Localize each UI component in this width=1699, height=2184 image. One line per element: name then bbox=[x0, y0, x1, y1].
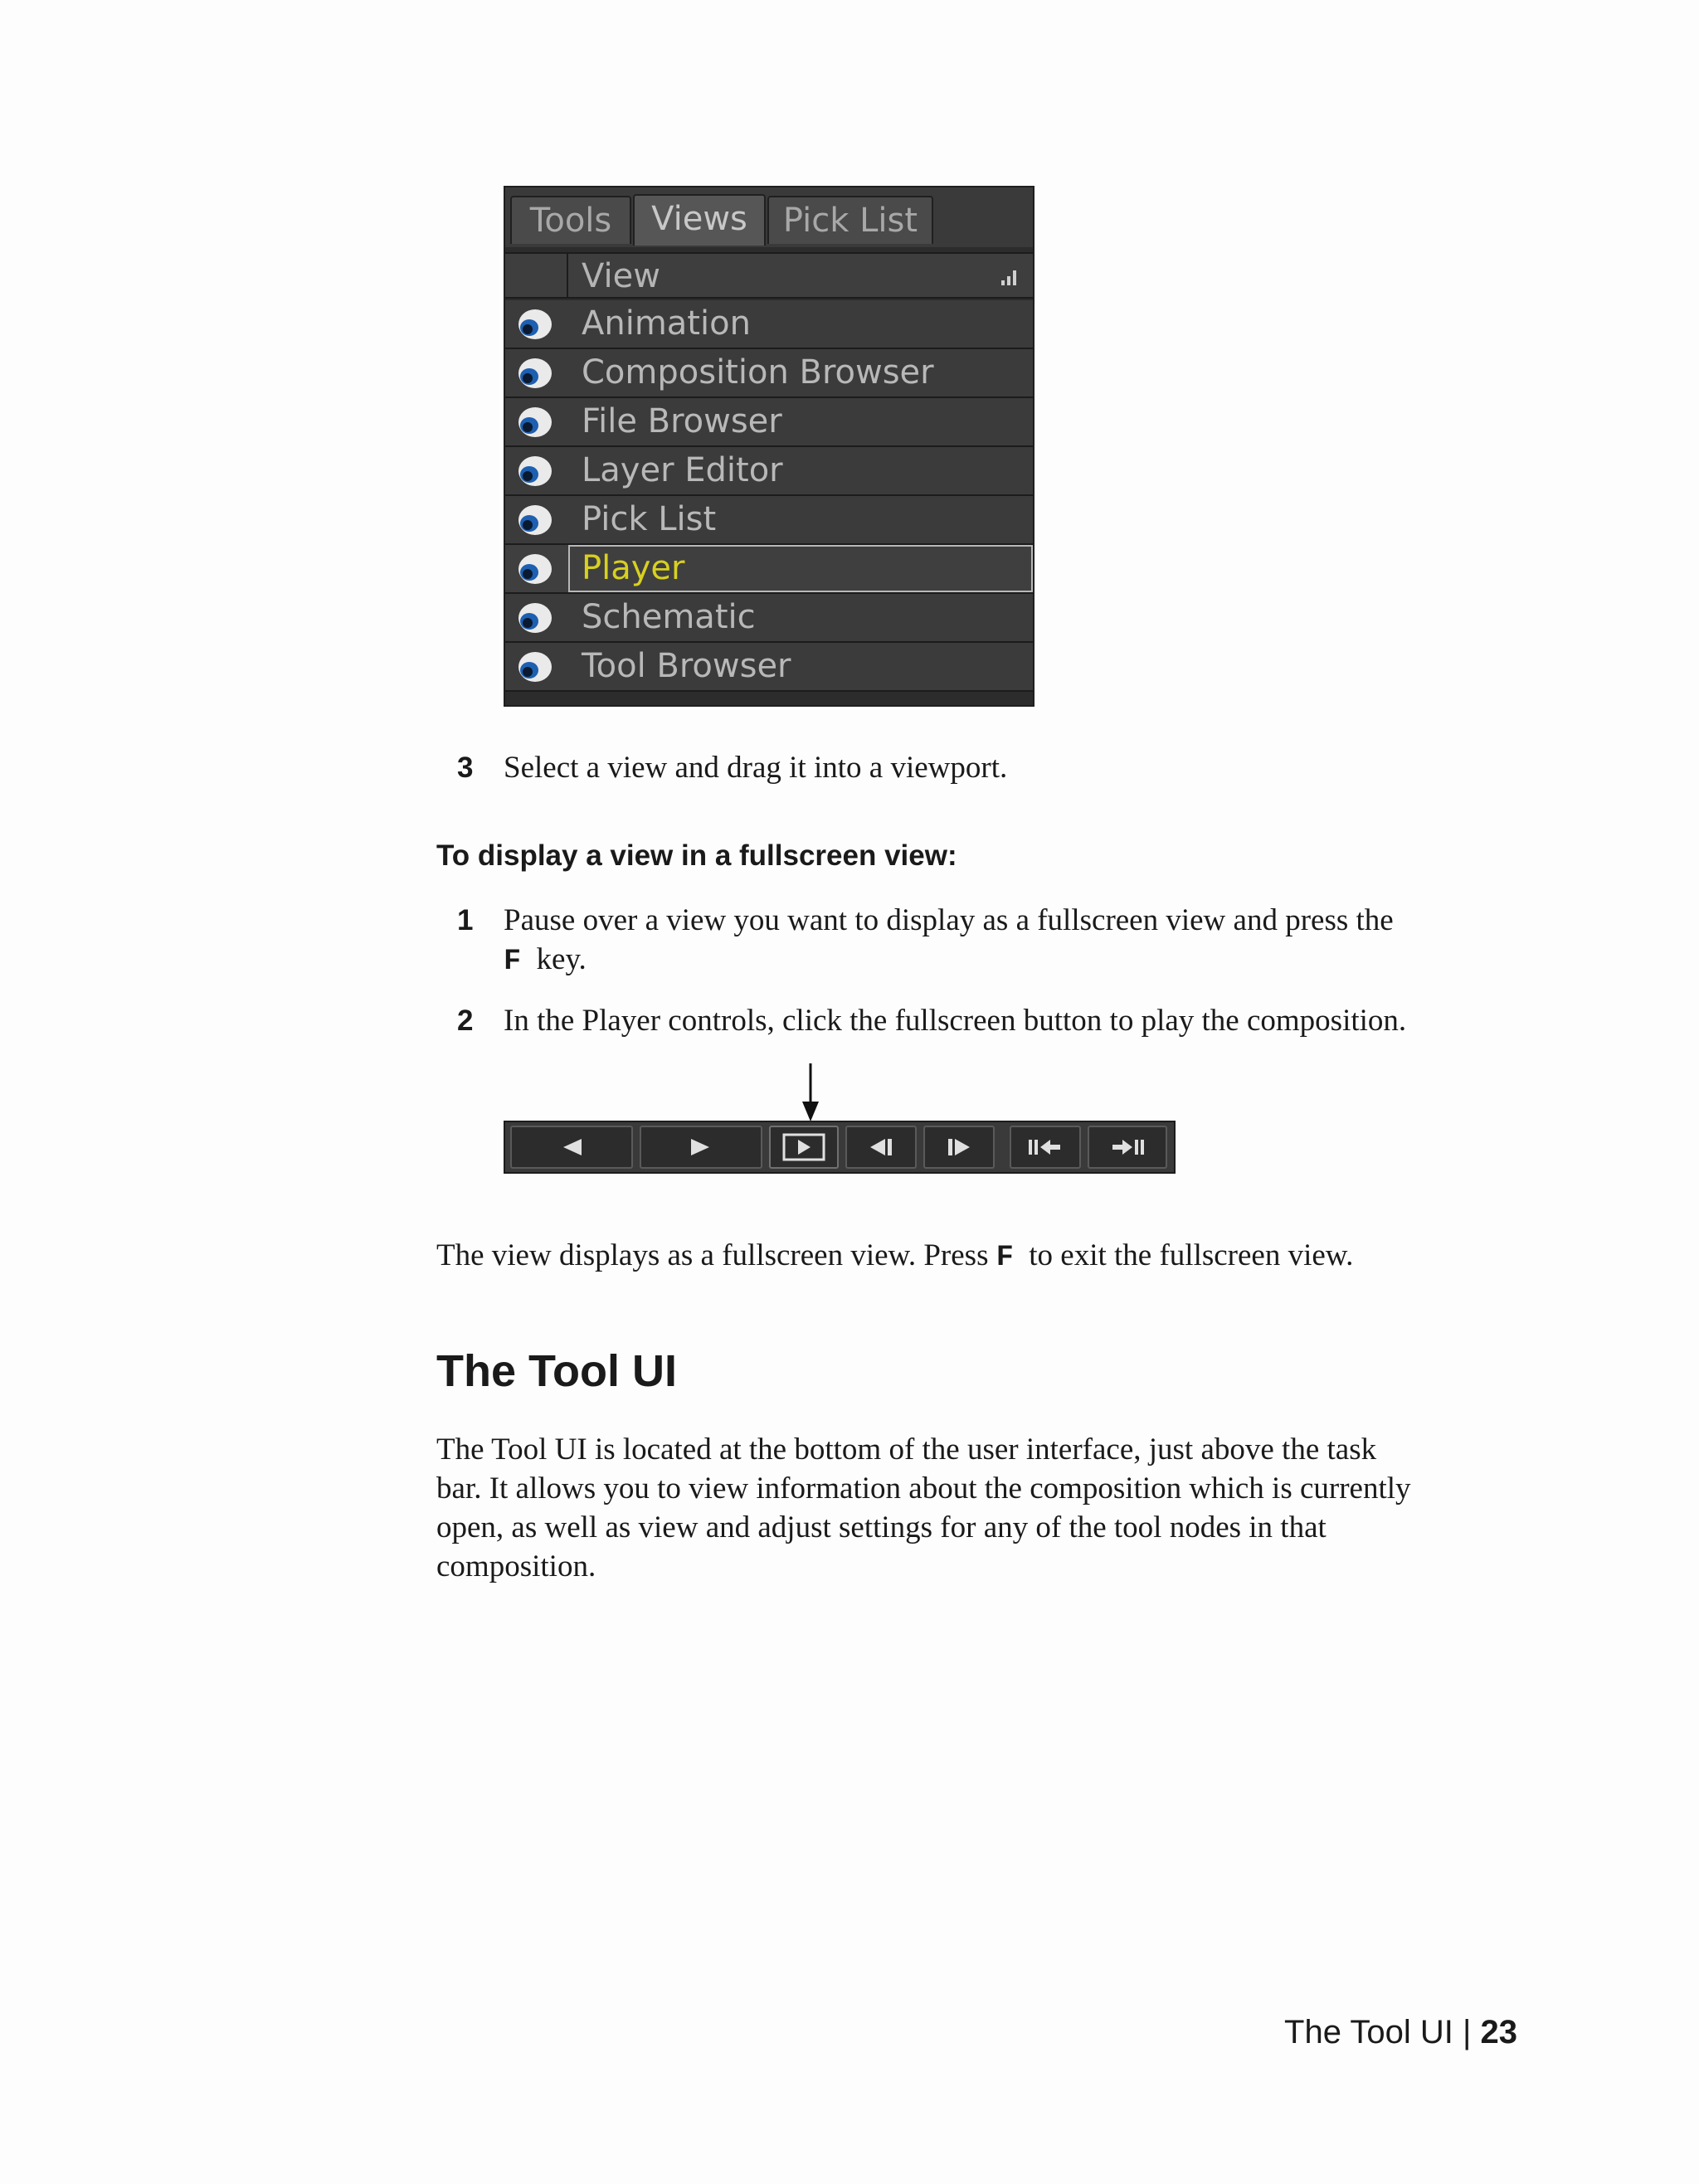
column-header-label: View bbox=[582, 257, 660, 295]
view-label: File Browser bbox=[582, 402, 782, 440]
eye-visibility-icon[interactable] bbox=[517, 601, 553, 635]
step-back-frame-button[interactable] bbox=[845, 1126, 917, 1169]
pointer-arrow bbox=[801, 1063, 820, 1123]
list-item[interactable] bbox=[505, 643, 1033, 692]
step-number: 1 bbox=[457, 904, 474, 936]
step-text-continued: F key. bbox=[504, 942, 587, 978]
go-to-end-icon bbox=[1109, 1137, 1146, 1157]
play-backward-icon bbox=[560, 1137, 583, 1157]
body-paragraph-line: The Tool UI is located at the bottom of the user interface, just above the task bbox=[436, 1432, 1377, 1467]
view-column-header[interactable] bbox=[505, 252, 1033, 299]
play-forward-button[interactable] bbox=[640, 1126, 762, 1169]
page-footer bbox=[1284, 2014, 1517, 2051]
footer-separator: | bbox=[1462, 2014, 1472, 2050]
step-number: 2 bbox=[457, 1004, 474, 1037]
step-text: Pause over a view you want to display as a fullscreen view and press the bbox=[504, 903, 1394, 937]
fullscreen-play-button[interactable] bbox=[769, 1126, 839, 1169]
list-item[interactable] bbox=[505, 594, 1033, 643]
tab-tools[interactable]: Tools bbox=[510, 196, 631, 244]
play-backward-button[interactable] bbox=[510, 1126, 633, 1169]
body-paragraph-line: bar. It allows you to view information about the composition which is currently bbox=[436, 1471, 1411, 1505]
step-text: Select a view and drag it into a viewport. bbox=[504, 751, 1008, 785]
key-label: F bbox=[996, 1241, 1014, 1274]
view-label: Schematic bbox=[582, 598, 756, 636]
tab-bar bbox=[505, 187, 1033, 247]
tab-views[interactable]: Views bbox=[633, 194, 766, 246]
list-item[interactable] bbox=[505, 349, 1033, 398]
step-text: In the Player controls, click the fullscreen button to play the composition. bbox=[504, 1004, 1407, 1038]
body-paragraph-line: open, as well as view and adjust settings for any of the tool nodes in that bbox=[436, 1510, 1327, 1544]
list-item[interactable] bbox=[505, 545, 1033, 594]
step-forward-frame-button[interactable] bbox=[923, 1126, 995, 1169]
eye-visibility-icon[interactable] bbox=[517, 406, 553, 439]
procedure-heading: To display a view in a fullscreen view: bbox=[436, 839, 957, 872]
fullscreen-play-icon bbox=[782, 1133, 825, 1161]
go-to-end-button[interactable] bbox=[1088, 1126, 1167, 1169]
player-controls-screenshot bbox=[504, 1121, 1176, 1174]
step-forward-frame-icon bbox=[945, 1137, 973, 1157]
views-panel-screenshot bbox=[504, 186, 1034, 707]
result-text: The view displays as a fullscreen view. Press F to exit the fullscreen view. bbox=[436, 1238, 1354, 1274]
sort-icon[interactable] bbox=[1000, 267, 1020, 287]
view-label: Composition Browser bbox=[582, 353, 934, 392]
play-forward-icon bbox=[689, 1137, 713, 1157]
eye-visibility-icon[interactable] bbox=[517, 503, 553, 537]
section-title: The Tool UI bbox=[436, 1346, 677, 1396]
view-label: Layer Editor bbox=[582, 451, 783, 489]
step-number: 3 bbox=[457, 752, 474, 784]
body-paragraph-line: composition. bbox=[436, 1549, 596, 1583]
eye-visibility-icon[interactable] bbox=[517, 308, 553, 341]
go-to-start-icon bbox=[1027, 1137, 1064, 1157]
view-label: Animation bbox=[582, 304, 751, 343]
list-item[interactable] bbox=[505, 300, 1033, 349]
eye-visibility-icon[interactable] bbox=[517, 552, 553, 586]
go-to-start-button[interactable] bbox=[1010, 1126, 1081, 1169]
tab-pick-list[interactable]: Pick List bbox=[767, 196, 933, 244]
eye-visibility-icon[interactable] bbox=[517, 357, 553, 390]
eye-visibility-icon[interactable] bbox=[517, 455, 553, 488]
view-label: Tool Browser bbox=[582, 647, 791, 685]
list-item[interactable] bbox=[505, 496, 1033, 545]
list-item[interactable] bbox=[505, 398, 1033, 447]
step-back-frame-icon bbox=[867, 1137, 895, 1157]
view-label: Player bbox=[582, 549, 685, 587]
running-title: The Tool UI bbox=[1284, 2014, 1453, 2050]
eye-visibility-icon[interactable] bbox=[517, 650, 553, 683]
key-label: F bbox=[504, 945, 522, 978]
page-number: 23 bbox=[1480, 2014, 1517, 2050]
list-item[interactable] bbox=[505, 447, 1033, 496]
view-label: Pick List bbox=[582, 500, 717, 538]
